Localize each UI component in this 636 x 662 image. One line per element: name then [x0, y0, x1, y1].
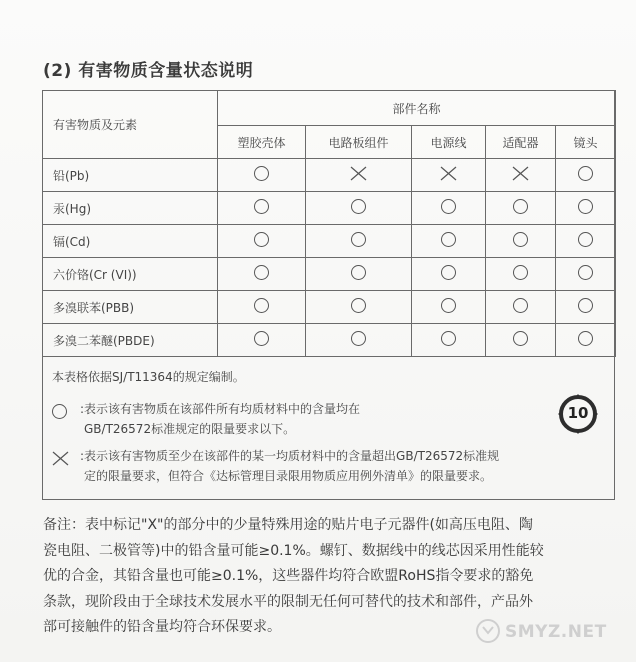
substance-label: 六价铬(Cr (VI)) [43, 258, 218, 291]
circle-legend-text-2: GB/T26572标准规定的限量要求以下。 [84, 422, 296, 436]
remark-line: 条款，现阶段由于全球技术发展水平的限制无任何可替代的技术和部件，产品外 [43, 593, 533, 610]
corner-header: 有害物质及元素 [43, 91, 218, 159]
group-header: 部件名称 [218, 91, 616, 126]
remark-line: 瓷电阻、二极管等)中的铅含量可能≥0.1%。螺钉、数据线中的线芯因采用性能较 [43, 542, 544, 559]
column-header: 塑胶壳体 [218, 126, 306, 159]
column-header: 镜头 [556, 126, 616, 159]
substance-label: 汞(Hg) [43, 192, 218, 225]
substance-label: 铅(Pb) [43, 159, 218, 192]
column-header: 电源线 [412, 126, 486, 159]
logo-number: 10 [567, 404, 589, 422]
table-basis-note: 本表格依据SJ/T11364的规定编制。 [52, 370, 245, 384]
watermark-icon [475, 618, 501, 648]
circle-legend-text-1: :表示该有害物质在该部件所有均质材料中的含量均在 [80, 402, 361, 416]
substance-label: 镉(Cd) [43, 225, 218, 258]
remark-line: 部可接触件的铅含量均符合环保要求。 [43, 619, 281, 635]
column-header: 电路板组件 [306, 126, 412, 159]
watermark-text: SMYZ.NET [505, 622, 607, 642]
substance-label: 多溴二苯醚(PBDE) [43, 324, 218, 357]
substance-label: 多溴联苯(PBB) [43, 291, 218, 324]
table-frame [42, 90, 615, 500]
x-legend-text-2: 定的限量要求，但符合《达标管理目录限用物质应用例外清单》的限量要求。 [84, 469, 493, 483]
column-header: 适配器 [486, 126, 556, 159]
section-title: (2) 有害物质含量状态说明 [43, 61, 254, 81]
remark-line: 备注：表中标记"X"的部分中的少量特殊用途的贴片电子元器件(如高压电阻、陶 [43, 517, 533, 533]
remark-line: 优的合金，其铅含量也可能≥0.1%，这些器件均符合欧盟RoHS指令要求的豁免 [43, 568, 534, 584]
x-legend-text-1: :表示该有害物质至少在该部件的某一均质材料中的含量超出GB/T26572标准规 [80, 449, 500, 463]
